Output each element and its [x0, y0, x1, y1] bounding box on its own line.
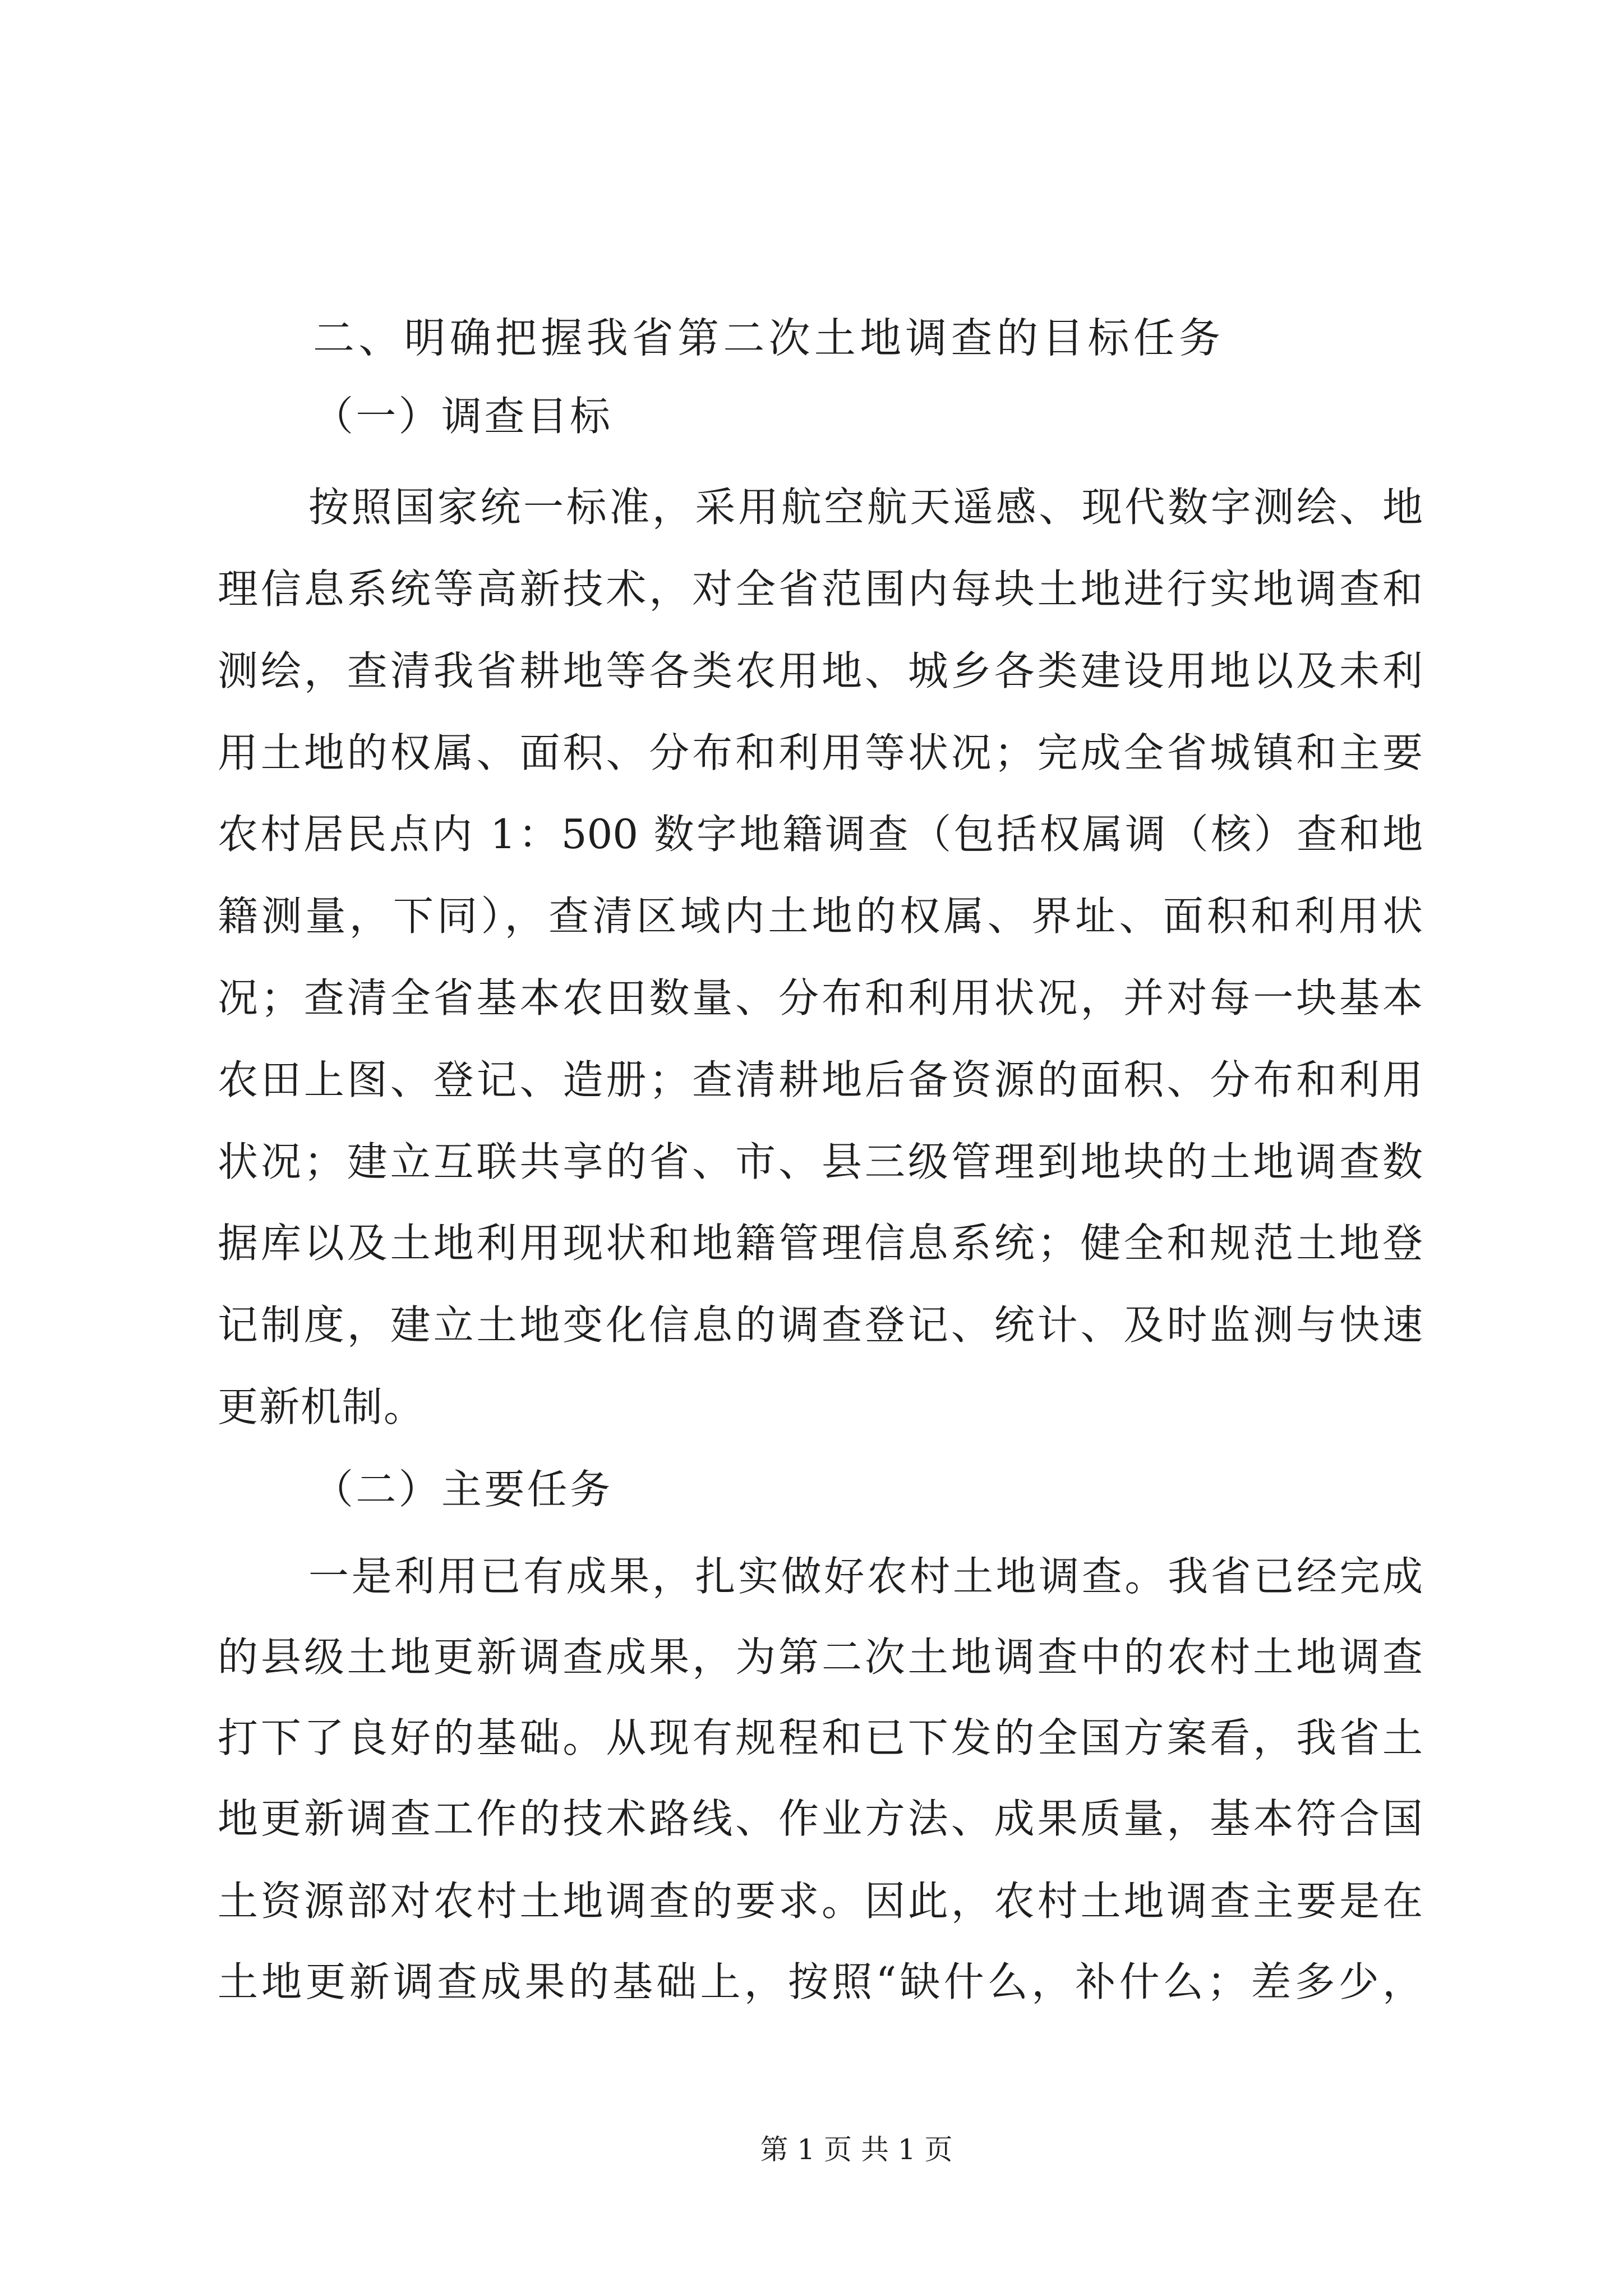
paragraph-line: 土资源部对农村土地调查的要求。因此，农村土地调查主要是在 [218, 1879, 1423, 1924]
paragraph-line: 的县级土地更新调查成果，为第二次土地调查中的农村土地调查 [218, 1635, 1423, 1680]
paragraph-line: 况；查清全省基本农田数量、分布和利用状况，并对每一块基本 [218, 976, 1423, 1020]
paragraph-line: 农村居民点内 1：500 数字地籍调查（包括权属调（核）查和地 [218, 812, 1423, 857]
paragraph-line: 状况；建立互联共享的省、市、县三级管理到地块的土地调查数 [218, 1139, 1423, 1184]
paragraph-line: 按照国家统一标准，采用航空航天遥感、现代数字测绘、地 [308, 485, 1423, 530]
subsection-title-tasks: （二）主要任务 [313, 1467, 610, 1512]
subsection-title-goals: （一）调查目标 [313, 394, 610, 439]
paragraph-line: 土地更新调查成果的基础上，按照“缺什么，补什么；差多少， [218, 1959, 1423, 2004]
paragraph-line: 据库以及土地利用现状和地籍管理信息系统；健全和规范土地登 [218, 1221, 1423, 1266]
paragraph-line: 农田上图、登记、造册；查清耕地后备资源的面积、分布和利用 [218, 1057, 1423, 1102]
paragraph-line: 记制度，建立土地变化信息的调查登记、统计、及时监测与快速 [218, 1303, 1423, 1347]
page-number-footer: 第 1 页 共 1 页 [760, 2133, 953, 2166]
paragraph-line: 理信息系统等高新技术，对全省范围内每块土地进行实地调查和 [218, 567, 1423, 611]
paragraph-line: 籍测量，下同），查清区域内土地的权属、界址、面积和利用状 [218, 894, 1423, 938]
paragraph-line: 测绘，查清我省耕地等各类农用地、城乡各类建设用地以及未利 [218, 648, 1423, 693]
paragraph-line: 打下了良好的基础。从现有规程和已下发的全国方案看，我省土 [218, 1715, 1423, 1760]
paragraph-line: 一是利用已有成果，扎实做好农村土地调查。我省已经完成 [308, 1554, 1423, 1599]
paragraph-line: 地更新调查工作的技术路线、作业方法、成果质量，基本符合国 [218, 1796, 1423, 1841]
paragraph-line: 更新机制。 [218, 1384, 426, 1429]
section-heading: 二、明确把握我省第二次土地调查的目标任务 [313, 316, 1220, 361]
paragraph-line: 用土地的权属、面积、分布和利用等状况；完成全省城镇和主要 [218, 730, 1423, 775]
